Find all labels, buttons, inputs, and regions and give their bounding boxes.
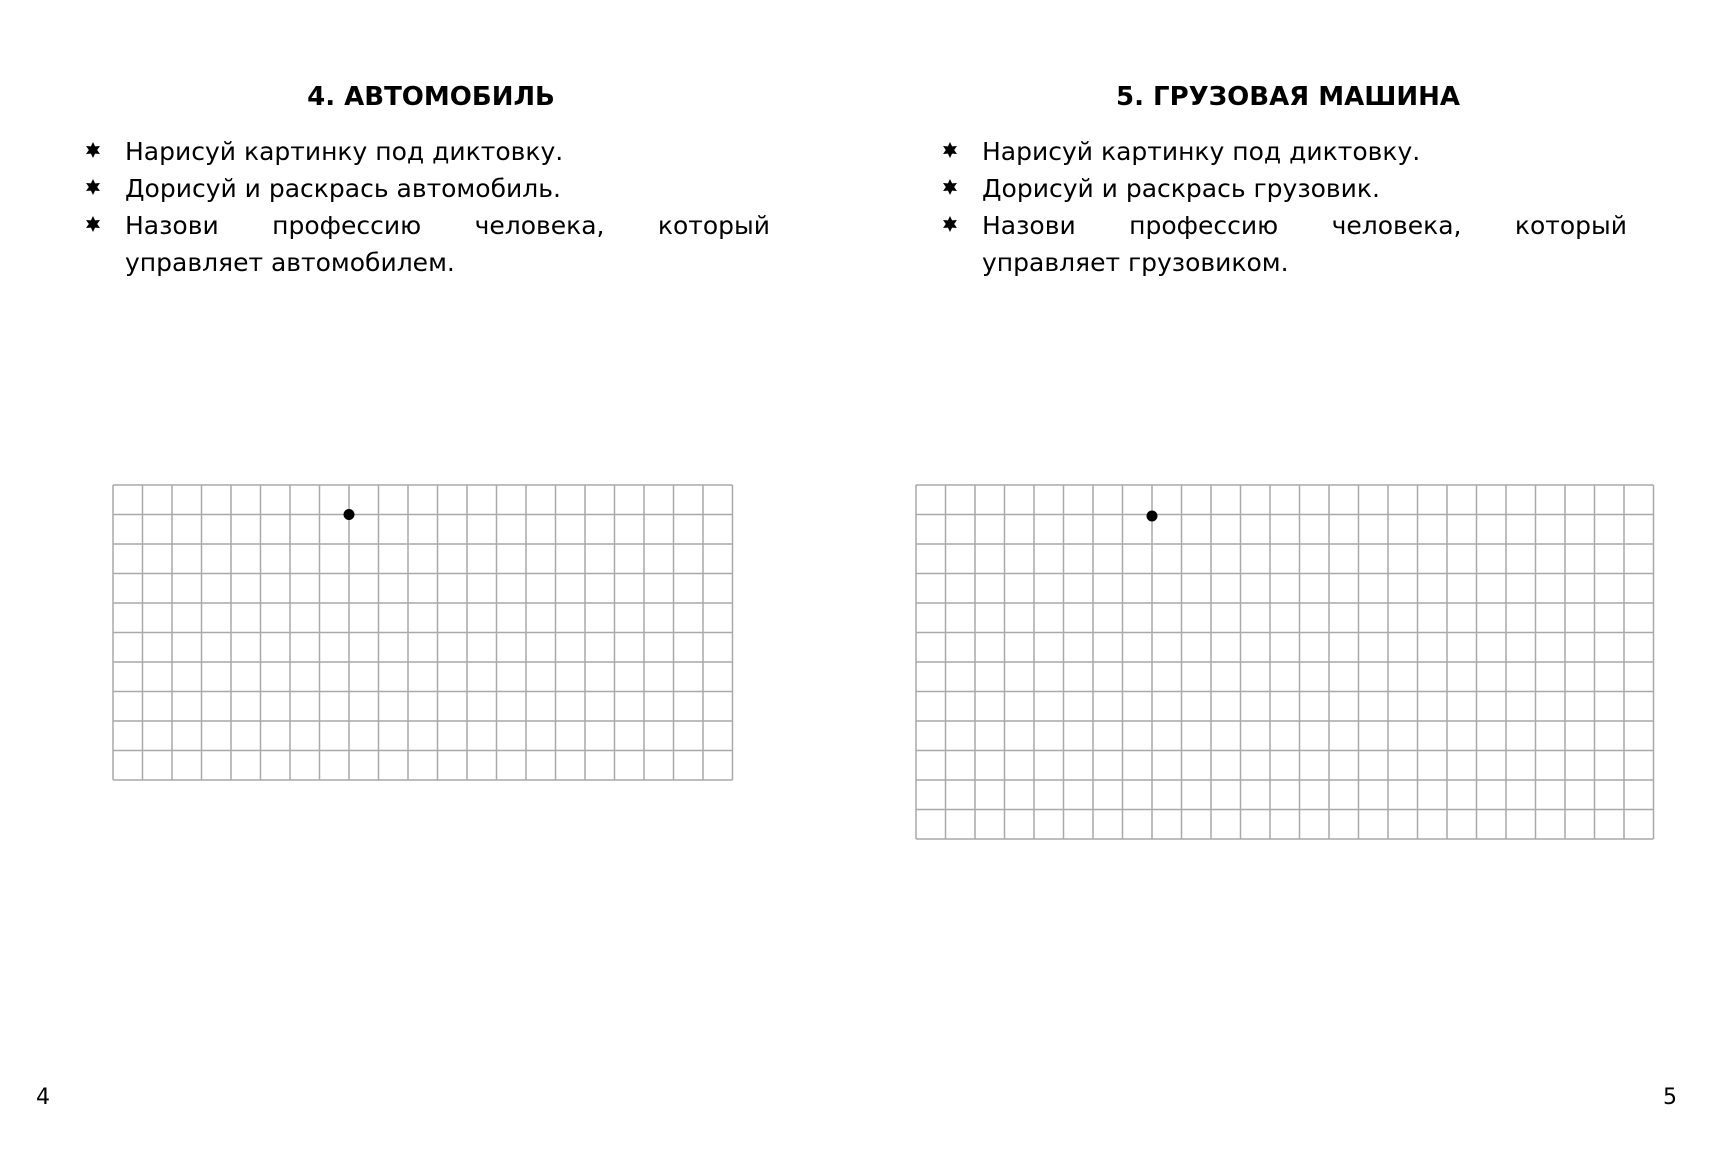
instruction-item [125, 170, 770, 207]
instruction-text: Дорисуй и раскрась грузовик. [982, 174, 1380, 203]
drawing-grid-4[interactable] [113, 485, 733, 780]
exercise-title-5: 5. ГРУЗОВАЯ МАШИНА [1115, 82, 1461, 112]
instruction-item [982, 170, 1627, 207]
instruction-text: Нарисуй картинку под диктовку. [982, 137, 1421, 166]
instruction-item [982, 207, 1627, 281]
grid-lines [916, 485, 1654, 839]
start-dot [1147, 511, 1158, 522]
instruction-text: Назови профессию человека, который управляет автомобилем. [125, 211, 770, 277]
page-number: 5 [1663, 1085, 1677, 1110]
grid-lines [113, 485, 733, 780]
page-number: 4 [36, 1085, 50, 1110]
six-pointed-star-icon [942, 139, 960, 161]
exercise-title-4: 4. АВТОМОБИЛЬ [307, 82, 555, 112]
six-pointed-star-icon [85, 139, 103, 161]
instruction-item [982, 133, 1627, 170]
instruction-item [125, 133, 770, 170]
instruction-text: Нарисуй картинку под диктовку. [125, 137, 564, 166]
instructions-list-5 [982, 133, 1627, 281]
six-pointed-star-icon [942, 176, 960, 198]
instruction-text: Назови профессию человека, который управляет грузовиком. [982, 211, 1627, 277]
instructions-list-4 [125, 133, 770, 281]
six-pointed-star-icon [85, 176, 103, 198]
six-pointed-star-icon [942, 213, 960, 235]
instruction-text: Дорисуй и раскрась автомобиль. [125, 174, 561, 203]
six-pointed-star-icon [85, 213, 103, 235]
drawing-grid-5[interactable] [916, 485, 1654, 839]
instruction-item [125, 207, 770, 281]
start-dot [344, 509, 355, 520]
